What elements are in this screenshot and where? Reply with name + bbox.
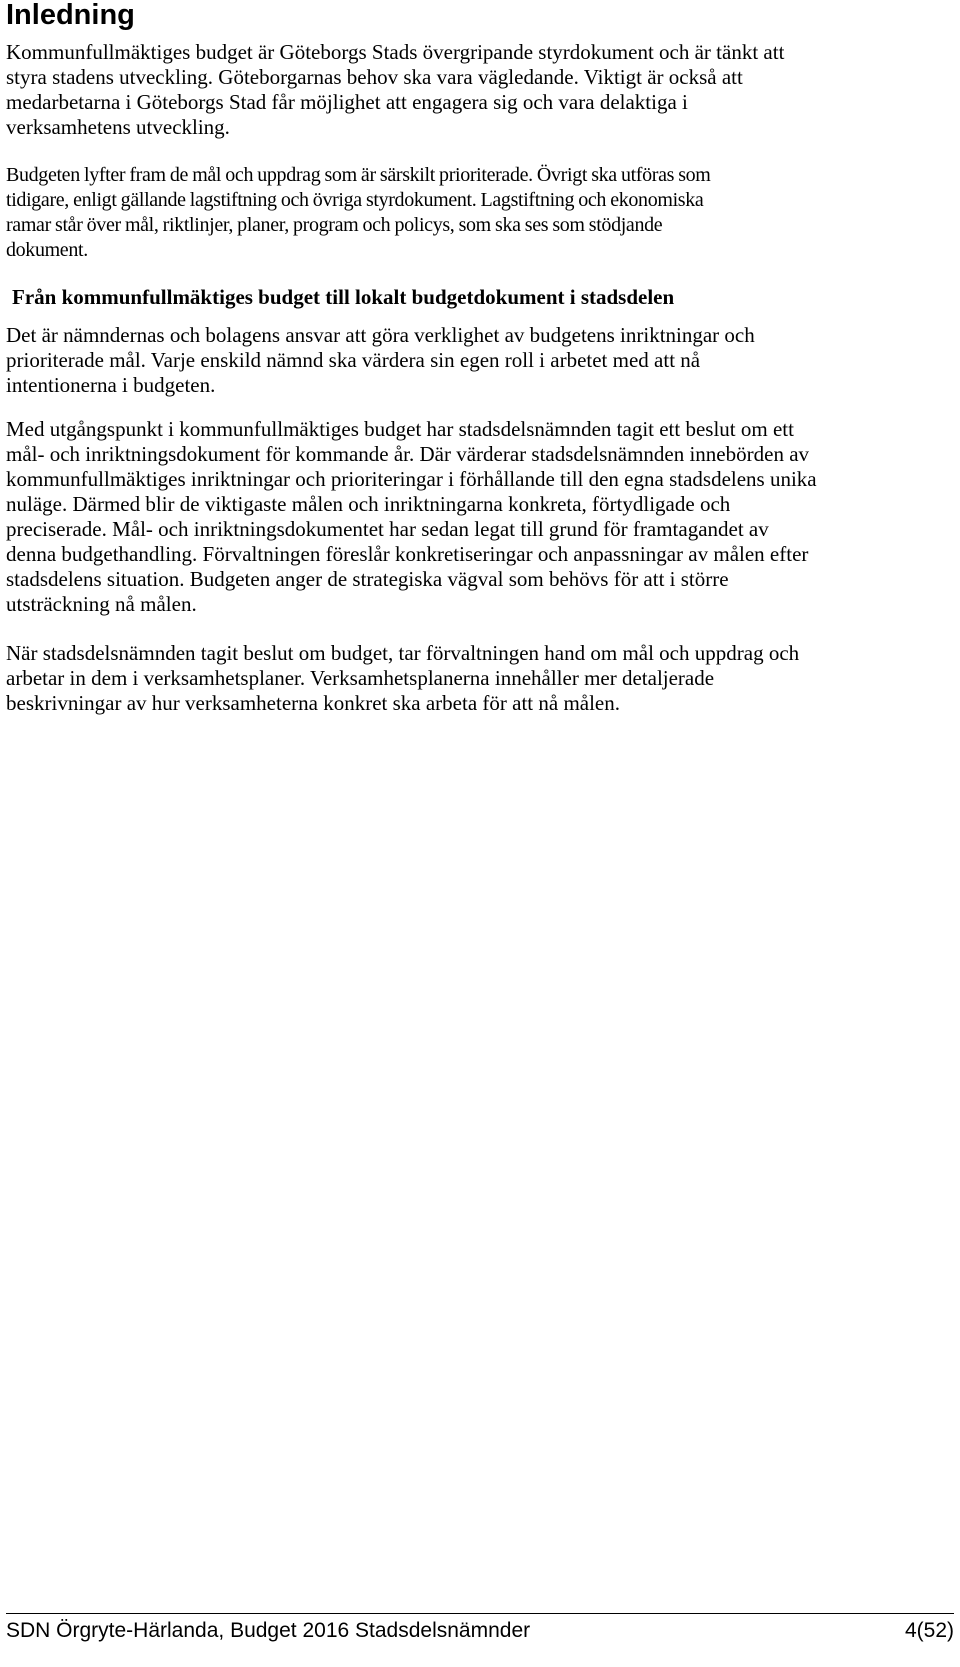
intro-paragraph-2: Budgeten lyfter fram de mål och uppdrag som är särskilt prioriterade. Övrigt ska utföras som tidigare, enligt gällande lagstiftning och övriga styrdokument. Lagstiftning och ekonomiska ramar står över mål, riktlinjer, planer, program och policys, som ska ses som stödjande dokument. [6,164,711,261]
section-paragraph-2: Med utgångspunkt i kommunfullmäktiges budget har stadsdelsnämnden tagit ett beslut om ett mål- och inriktningsdokument för kommande år. Där värderar stadsdelsnämnden innebörden av kommunfullmäktiges inriktningar och prioriteringar i förhållande till den egna stadsdelens unika nuläge. Därmed blir de viktigaste målen och inriktningarna konkreta, förtydligade och preciserade. Mål- och inriktningsdokumentet har sedan legat till grund för framtagandet av denna budgethandling. Förvaltningen föreslår konkretiseringar och anpassningar av målen efter stadsdelens situation. Budgeten anger de strategiska vägval som behövs för att i större utsträckning nå målen. [6,417,817,616]
section-paragraph-3: När stadsdelsnämnden tagit beslut om budget, tar förvaltningen hand om mål och uppdrag och arbetar in dem i verksamhetsplaner. Verksamhetsplanerna innehåller mer detaljerade beskrivningar av hur verksamheterna konkret ska arbeta för att nå målen. [6,641,800,715]
section-paragraph-1: Det är nämndernas och bolagens ansvar att göra verklighet av budgetens inriktningar och prioriterade mål. Varje enskild nämnd ska värdera sin egen roll i arbetet med att nå intentionerna i budgeten. [6,323,755,397]
intro-paragraph-1: Kommunfullmäktiges budget är Göteborgs Stads övergripande styrdokument och är tänkt att styra stadens utveckling. Göteborgarnas behov ska vara vägledande. Viktigt är också att medarbetarna i Göteborgs Stad får möjlighet att engagera sig och vara delaktiga i verksamhetens utveckling. [6,40,785,139]
footer-divider [6,1613,954,1614]
footer-document-title: SDN Örgryte-Härlanda, Budget 2016 Stadsdelsnämnder [6,1619,531,1642]
page-title: Inledning [6,0,135,31]
footer-page-number: 4(52) [904,1619,954,1642]
section-heading: Från kommunfullmäktiges budget till lokalt budgetdokument i stadsdelen [12,285,675,309]
